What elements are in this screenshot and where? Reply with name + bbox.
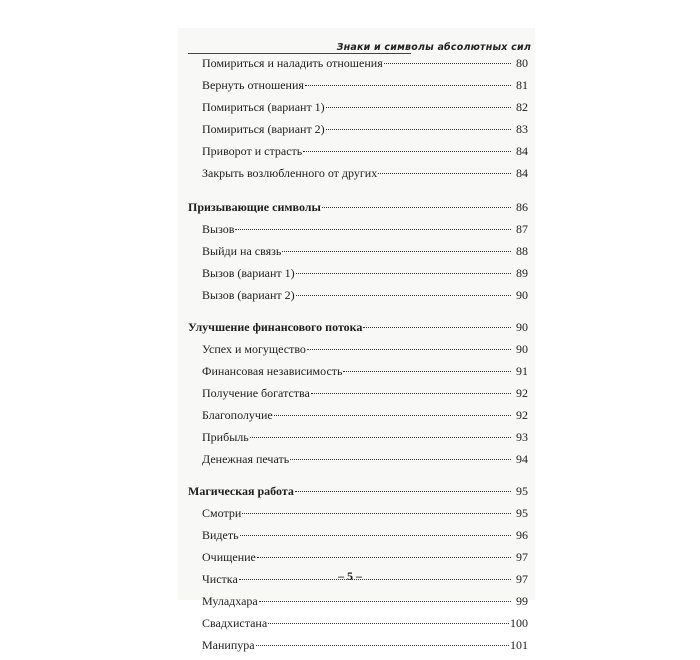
- toc-entry-page: 96: [516, 528, 528, 542]
- toc-entry-page: 91: [516, 364, 528, 378]
- toc-section-page: 86: [516, 200, 528, 214]
- toc-entry-label: Вызов (вариант 1): [202, 266, 295, 280]
- toc-entry-page: 92: [516, 386, 528, 400]
- dot-leader: [303, 151, 511, 152]
- toc-entry-label: Манипура: [202, 638, 255, 652]
- toc-entry: [188, 100, 528, 122]
- toc-entry-label: Закрыть возлюбленного от других: [202, 166, 378, 180]
- running-title: Знаки и символы абсолютных сил: [336, 42, 531, 53]
- toc-entry: [188, 386, 528, 408]
- toc-entry-label: Помириться (вариант 2): [202, 122, 325, 136]
- toc-entry-label: Благополучие: [202, 408, 273, 422]
- toc-entry: [188, 342, 528, 364]
- dot-leader: [268, 623, 509, 624]
- toc-entry-page: 100: [510, 616, 528, 630]
- dot-leader: [235, 229, 511, 230]
- toc-entry: [188, 364, 528, 386]
- toc-section-heading: [188, 200, 528, 222]
- toc-entry-page: 99: [516, 594, 528, 608]
- toc-entry-label: Помириться (вариант 1): [202, 100, 325, 114]
- dot-leader: [274, 415, 511, 416]
- toc-entry-label: Успех и могущество: [202, 342, 306, 356]
- toc-entry: [188, 222, 528, 244]
- toc-entry-label: Приворот и страсть: [202, 144, 303, 158]
- toc-entry-label: Финансовая независимость: [202, 364, 343, 378]
- toc-entry-label: Помириться и наладить отношения: [202, 56, 383, 70]
- toc-entry: [188, 638, 528, 660]
- toc-section-title: Магическая работа: [188, 484, 294, 498]
- toc-entry-page: 89: [516, 266, 528, 280]
- toc-entry-page: 88: [516, 244, 528, 258]
- toc-entry-label: Вернуть отношения: [202, 78, 304, 92]
- toc-entry-label: Чистка: [202, 572, 238, 586]
- toc-entry-page: 101: [510, 638, 528, 652]
- dot-leader: [259, 601, 511, 602]
- dot-leader: [322, 207, 511, 208]
- toc-entry-page: 97: [516, 550, 528, 564]
- toc-entry-page: 94: [516, 452, 528, 466]
- toc-section-heading: [188, 320, 528, 342]
- toc-section-page: 95: [516, 484, 528, 498]
- toc-entry-page: 84: [516, 166, 528, 180]
- toc-entry: [188, 452, 528, 474]
- toc-entry: [188, 408, 528, 430]
- toc-section-heading: [188, 484, 528, 506]
- toc-entry-label: Видеть: [202, 528, 239, 542]
- dot-leader: [326, 107, 511, 108]
- dot-leader: [242, 513, 511, 514]
- toc-entry: [188, 244, 528, 266]
- toc-entry-page: 92: [516, 408, 528, 422]
- dot-leader: [256, 645, 509, 646]
- toc-entry: [188, 166, 528, 188]
- toc-entry-label: Свадхистана: [202, 616, 268, 630]
- dot-leader: [296, 273, 511, 274]
- dot-leader: [311, 393, 511, 394]
- header-rule: [188, 53, 411, 54]
- dot-leader: [282, 251, 511, 252]
- toc-entry: [188, 616, 528, 638]
- toc-entry: [188, 144, 528, 166]
- toc-entry-label: Денежная печать: [202, 452, 290, 466]
- dot-leader: [250, 437, 511, 438]
- toc-entry-page: 80: [516, 56, 528, 70]
- dot-leader: [295, 491, 511, 492]
- toc-entry-label: Муладхара: [202, 594, 258, 608]
- toc-section-title: Призывающие символы: [188, 200, 321, 214]
- page-number: – 5 –: [338, 569, 362, 583]
- toc-entry: [188, 594, 528, 616]
- toc-entry-page: 90: [516, 288, 528, 302]
- toc-entry-page: 90: [516, 342, 528, 356]
- toc-entry-label: Прибыль: [202, 430, 249, 444]
- toc-entry-page: 82: [516, 100, 528, 114]
- dot-leader: [305, 85, 511, 86]
- toc-entry-page: 83: [516, 122, 528, 136]
- toc-entry: [188, 528, 528, 550]
- toc-entry: [188, 122, 528, 144]
- dot-leader: [384, 63, 511, 64]
- toc-entry: [188, 506, 528, 528]
- toc-entry-label: Очищение: [202, 550, 256, 564]
- dot-leader: [363, 327, 511, 328]
- toc-entry-page: 97: [516, 572, 528, 586]
- dot-leader: [257, 557, 511, 558]
- toc-entry-page: 84: [516, 144, 528, 158]
- dot-leader: [296, 295, 511, 296]
- toc-entry-page: 87: [516, 222, 528, 236]
- toc-entry-label: Вызов (вариант 2): [202, 288, 295, 302]
- toc-entry-label: Получение богатства: [202, 386, 310, 400]
- toc-entry-label: Вызов: [202, 222, 235, 236]
- toc-section-title: Улучшение финансового потока: [188, 320, 363, 334]
- dot-leader: [343, 371, 511, 372]
- toc-entry-page: 95: [516, 506, 528, 520]
- dot-leader: [290, 459, 511, 460]
- toc-entry-page: 81: [516, 78, 528, 92]
- toc-section-page: 90: [516, 320, 528, 334]
- toc-entry: [188, 266, 528, 288]
- toc-entry: [188, 78, 528, 100]
- toc-entry-page: 93: [516, 430, 528, 444]
- dot-leader: [240, 535, 511, 536]
- dot-leader: [326, 129, 511, 130]
- dot-leader: [378, 173, 511, 174]
- toc-entry: [188, 288, 528, 310]
- toc-entry: [188, 56, 528, 78]
- toc-entry-label: Выйди на связь: [202, 244, 282, 258]
- toc-entry: [188, 430, 528, 452]
- dot-leader: [307, 349, 511, 350]
- toc-entry-label: Смотри: [202, 506, 242, 520]
